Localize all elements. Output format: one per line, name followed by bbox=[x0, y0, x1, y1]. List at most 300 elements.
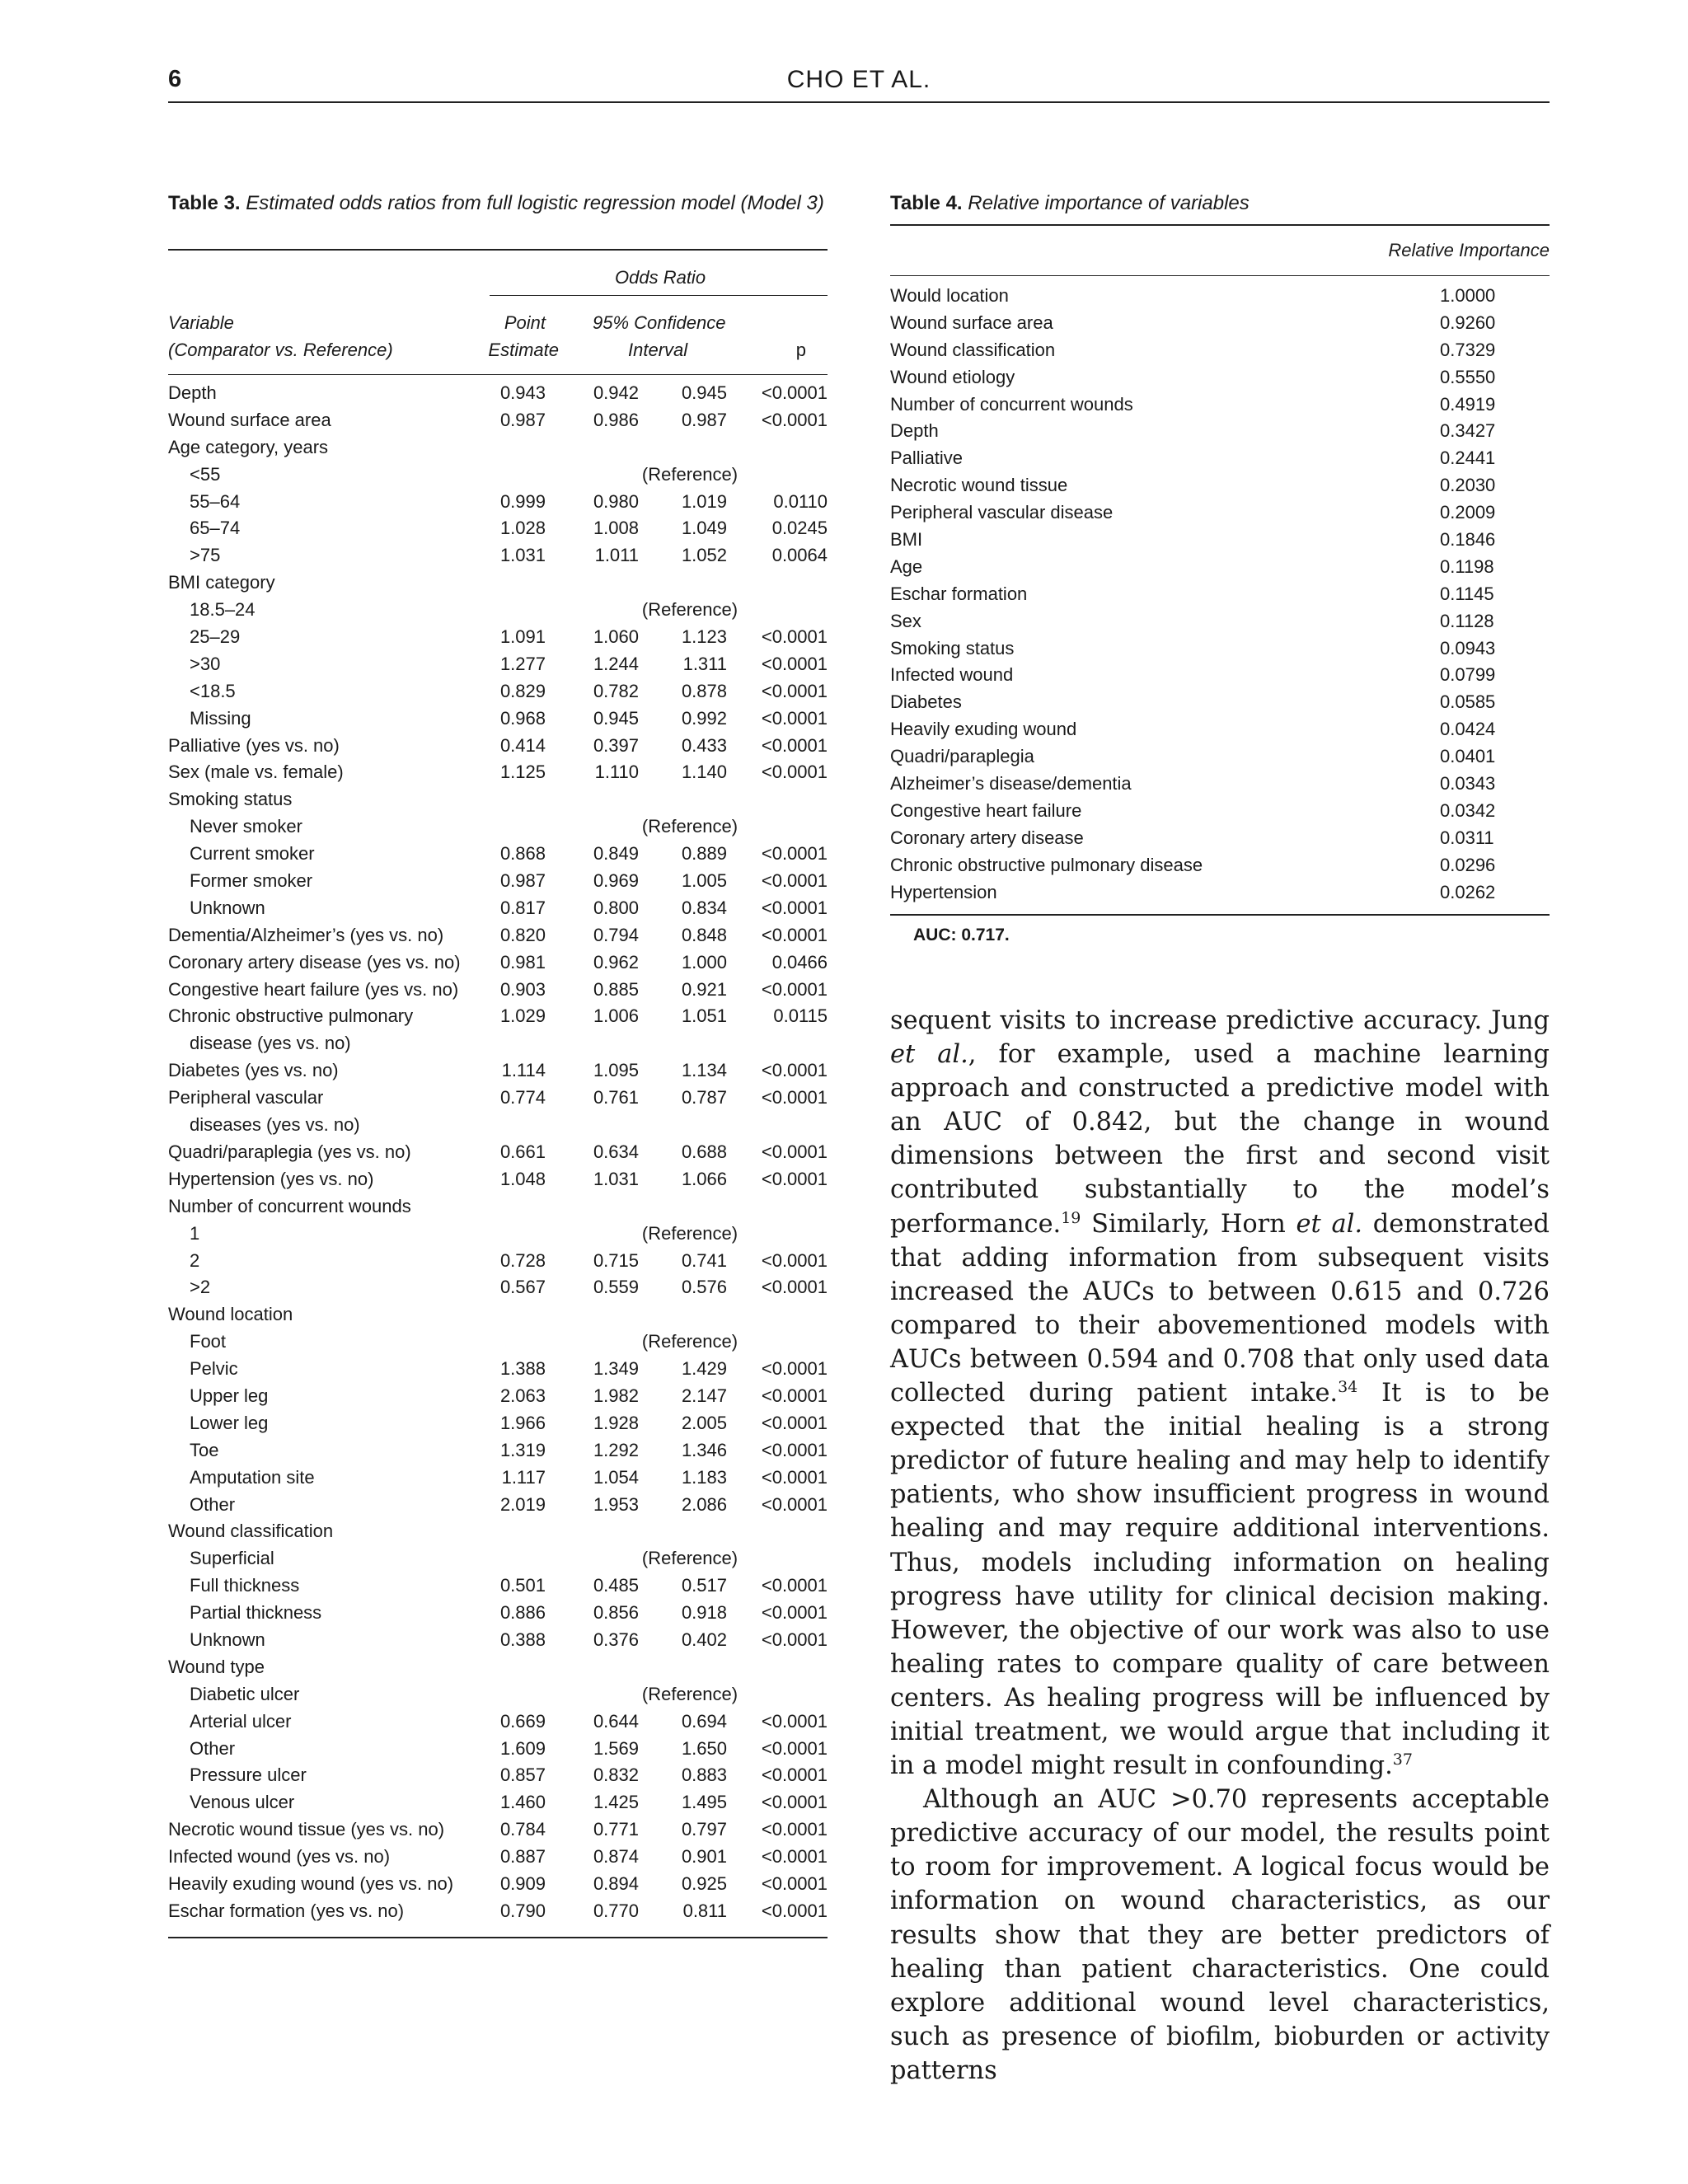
ci-lower-cell: 1.006 bbox=[593, 1005, 639, 1027]
importance-value: 0.0296 bbox=[1440, 854, 1496, 875]
p-value-cell: <0.0001 bbox=[761, 734, 828, 756]
table-3-caption-text: Estimated odds ratios from full logistic regression model (Model 3) bbox=[246, 192, 824, 214]
odds-ratio-rule bbox=[490, 295, 828, 296]
row-label: <18.5 bbox=[190, 680, 236, 701]
ci-upper-cell: 1.134 bbox=[681, 1060, 727, 1081]
p-value-cell: 0.0110 bbox=[773, 490, 828, 512]
point-estimate-cell: 0.987 bbox=[499, 870, 546, 892]
reference-cell: (Reference) bbox=[641, 1331, 738, 1352]
table-row bbox=[890, 662, 1550, 689]
point-estimate-cell: 1.609 bbox=[499, 1737, 546, 1759]
ci-lower-cell: 1.110 bbox=[594, 762, 639, 783]
ci-upper-cell: 0.945 bbox=[681, 382, 727, 403]
row-label: 18.5–24 bbox=[190, 599, 256, 621]
importance-value: 0.0343 bbox=[1440, 773, 1496, 794]
point-estimate-cell: 0.943 bbox=[499, 382, 546, 403]
ci-lower-cell: 1.425 bbox=[593, 1792, 639, 1813]
row-label: Necrotic wound tissue bbox=[890, 475, 1068, 496]
table-4-body bbox=[890, 276, 1550, 914]
row-label: Palliative bbox=[890, 448, 964, 469]
importance-value: 0.1145 bbox=[1440, 583, 1494, 604]
row-label: Alzheimer’s disease/dementia bbox=[890, 773, 1132, 794]
ci-upper-cell: 0.925 bbox=[681, 1872, 727, 1894]
ci-lower-cell: 1.031 bbox=[593, 1168, 639, 1189]
italic-run: et al. bbox=[1296, 1209, 1363, 1239]
table-row bbox=[168, 1844, 828, 1871]
table-row bbox=[168, 705, 828, 733]
point-estimate-cell: 0.567 bbox=[499, 1277, 546, 1298]
point-header: Point bbox=[504, 312, 546, 333]
row-label: >75 bbox=[190, 545, 221, 566]
row-label: 25–29 bbox=[190, 626, 241, 648]
table-row bbox=[168, 895, 828, 922]
table-row bbox=[168, 1139, 828, 1166]
ci-upper-cell: 0.883 bbox=[681, 1765, 727, 1786]
importance-value: 0.1198 bbox=[1440, 555, 1494, 577]
table-row bbox=[168, 759, 828, 786]
row-label: Venous ulcer bbox=[190, 1792, 295, 1813]
table-row bbox=[168, 651, 828, 678]
table-row bbox=[890, 499, 1550, 527]
table-row bbox=[168, 1627, 828, 1654]
row-label: 65–74 bbox=[190, 518, 241, 539]
importance-value: 0.0424 bbox=[1440, 719, 1496, 740]
point-estimate-cell: 0.414 bbox=[499, 734, 546, 756]
row-label: Other bbox=[190, 1737, 236, 1759]
row-label: Pressure ulcer bbox=[190, 1765, 307, 1786]
ci-upper-cell: 2.086 bbox=[681, 1493, 727, 1515]
point-estimate-cell: 0.820 bbox=[499, 924, 546, 945]
importance-value: 0.0262 bbox=[1440, 881, 1496, 902]
p-value-cell: <0.0001 bbox=[761, 1737, 828, 1759]
table-row bbox=[168, 1816, 828, 1844]
table-4-footnote: AUC: 0.717. bbox=[913, 926, 1010, 945]
row-label: Sex bbox=[890, 610, 921, 631]
table-row bbox=[168, 1654, 828, 1681]
row-label: Heavily exuding wound bbox=[890, 719, 1077, 740]
table-row bbox=[168, 1518, 828, 1545]
table-row bbox=[168, 977, 828, 1004]
row-label: Smoking status bbox=[890, 637, 1015, 658]
ci-upper-cell: 0.921 bbox=[681, 978, 727, 1000]
ci-upper-cell: 0.992 bbox=[681, 707, 727, 729]
table-row bbox=[890, 391, 1550, 419]
row-label: Hypertension bbox=[890, 881, 997, 902]
point-estimate-cell: 0.887 bbox=[499, 1846, 546, 1868]
importance-value: 1.0000 bbox=[1440, 285, 1496, 306]
p-value-cell: <0.0001 bbox=[761, 1819, 828, 1840]
table-row bbox=[890, 445, 1550, 472]
table-row bbox=[890, 337, 1550, 364]
table-row bbox=[168, 1057, 828, 1085]
p-value-cell: <0.0001 bbox=[761, 1358, 828, 1380]
row-label: Quadri/paraplegia (yes vs. no) bbox=[168, 1141, 411, 1162]
ci-lower-cell: 1.054 bbox=[593, 1466, 639, 1488]
p-value-cell: <0.0001 bbox=[761, 978, 828, 1000]
ci-lower-cell: 0.980 bbox=[593, 490, 639, 512]
table-row bbox=[168, 1465, 828, 1492]
importance-value: 0.5550 bbox=[1440, 366, 1496, 387]
p-value-cell: <0.0001 bbox=[761, 1602, 828, 1624]
ci-upper-cell: 1.140 bbox=[681, 762, 727, 783]
row-label: Wound location bbox=[168, 1304, 293, 1325]
ci-lower-cell: 1.953 bbox=[593, 1493, 639, 1515]
row-label: Wound type bbox=[168, 1656, 265, 1677]
ci-lower-cell: 0.715 bbox=[593, 1249, 639, 1271]
point-estimate-cell: 1.388 bbox=[499, 1358, 546, 1380]
row-label: Depth bbox=[168, 382, 217, 403]
importance-value: 0.1846 bbox=[1440, 529, 1496, 551]
ci-upper-cell: 1.650 bbox=[681, 1737, 727, 1759]
ci-lower-cell: 0.945 bbox=[593, 707, 639, 729]
table-row bbox=[168, 1437, 828, 1465]
row-label: Infected wound bbox=[890, 664, 1014, 686]
row-label: Full thickness bbox=[190, 1575, 300, 1596]
table-row bbox=[168, 597, 828, 624]
page-header bbox=[168, 66, 1550, 104]
table-4-caption bbox=[890, 190, 1550, 224]
table-row bbox=[168, 1410, 828, 1437]
point-estimate-cell: 0.868 bbox=[499, 843, 546, 865]
ci-upper-cell: 0.517 bbox=[681, 1575, 727, 1596]
point-estimate-cell: 1.029 bbox=[499, 1005, 546, 1027]
row-label: Arterial ulcer bbox=[190, 1710, 292, 1732]
ci-upper-cell: 1.005 bbox=[681, 870, 727, 892]
importance-value: 0.0311 bbox=[1440, 827, 1494, 848]
row-label: Peripheral vascular bbox=[168, 1087, 324, 1108]
ci-lower-cell: 0.761 bbox=[593, 1087, 639, 1108]
row-label: Heavily exuding wound (yes vs. no) bbox=[168, 1872, 454, 1894]
ci-upper-cell: 0.889 bbox=[681, 843, 727, 865]
table-row bbox=[890, 364, 1550, 391]
table-row bbox=[890, 798, 1550, 825]
row-label: Never smoker bbox=[190, 816, 302, 837]
importance-value: 0.2030 bbox=[1440, 475, 1496, 496]
ci-upper-cell: 2.005 bbox=[681, 1412, 727, 1433]
point-estimate-cell: 0.661 bbox=[499, 1141, 546, 1162]
table-row bbox=[168, 542, 828, 569]
point-estimate-cell: 0.388 bbox=[499, 1629, 546, 1650]
point-estimate-cell: 1.117 bbox=[501, 1466, 546, 1488]
ci-lower-cell: 1.244 bbox=[593, 653, 639, 674]
table-row bbox=[890, 879, 1550, 907]
ci-lower-cell: 0.794 bbox=[593, 924, 639, 945]
table-row bbox=[890, 635, 1550, 663]
table-3-caption-label: Table 3. bbox=[168, 192, 241, 214]
table-row bbox=[168, 407, 828, 434]
point-estimate-cell: 0.968 bbox=[499, 707, 546, 729]
p-value-cell: <0.0001 bbox=[761, 1493, 828, 1515]
ci-upper-cell: 0.797 bbox=[681, 1819, 727, 1840]
citation-superscript: 37 bbox=[1392, 1750, 1413, 1769]
table-4-caption-label: Table 4. bbox=[890, 192, 963, 214]
point-estimate-cell: 1.966 bbox=[499, 1412, 546, 1433]
table-row bbox=[168, 569, 828, 597]
point-estimate-cell: 2.019 bbox=[499, 1493, 546, 1515]
reference-cell: (Reference) bbox=[641, 463, 738, 485]
ci-upper-cell: 1.066 bbox=[681, 1168, 727, 1189]
p-value-cell: 0.0115 bbox=[773, 1005, 828, 1027]
ci-upper-cell: 2.147 bbox=[681, 1385, 727, 1406]
p-value-cell: 0.0466 bbox=[771, 951, 828, 972]
table-row bbox=[168, 1166, 828, 1193]
table-row bbox=[890, 527, 1550, 554]
ci-upper-cell: 0.834 bbox=[681, 897, 727, 918]
table-row bbox=[168, 841, 828, 868]
ci-lower-cell: 0.856 bbox=[593, 1602, 639, 1624]
ci-upper-cell: 0.402 bbox=[681, 1629, 727, 1650]
point-estimate-cell: 0.987 bbox=[499, 409, 546, 430]
row-label: Dementia/Alzheimer’s (yes vs. no) bbox=[168, 924, 444, 945]
p-value-cell: <0.0001 bbox=[761, 1575, 828, 1596]
point-estimate-cell: 0.728 bbox=[499, 1249, 546, 1271]
p-value-cell: <0.0001 bbox=[761, 1439, 828, 1460]
text-run: , for example, used a machine learning approach and constructed a predictive model with an AUC of 0.842, but the change in wound dimensions between the first and second visit contributed substantially to the model’s performance. bbox=[890, 1040, 1550, 1239]
row-label: Number of concurrent wounds bbox=[890, 393, 1133, 415]
table-row bbox=[168, 1871, 828, 1898]
importance-value: 0.0585 bbox=[1440, 691, 1496, 713]
row-label: Age bbox=[890, 555, 923, 577]
ci-upper-cell: 0.741 bbox=[681, 1249, 727, 1271]
p-value-cell: <0.0001 bbox=[761, 680, 828, 701]
text-run: Similarly, Horn bbox=[1081, 1209, 1296, 1239]
row-label: Wound etiology bbox=[890, 366, 1015, 387]
table-row bbox=[168, 1762, 828, 1789]
variable-header: Variable bbox=[168, 312, 234, 333]
p-value-cell: <0.0001 bbox=[761, 1249, 828, 1271]
p-value-cell: <0.0001 bbox=[761, 1872, 828, 1894]
table-row bbox=[168, 678, 828, 705]
table-row bbox=[168, 1736, 828, 1763]
table-row bbox=[168, 1274, 828, 1301]
row-label: Partial thickness bbox=[190, 1602, 322, 1624]
running-head: CHO ET AL. bbox=[786, 66, 931, 93]
point-estimate-cell: 0.999 bbox=[499, 490, 546, 512]
row-label: Congestive heart failure bbox=[890, 799, 1082, 821]
point-estimate-cell: 1.125 bbox=[499, 762, 546, 783]
ci-upper-cell: 1.051 bbox=[681, 1005, 727, 1027]
ci-lower-cell: 0.559 bbox=[593, 1277, 639, 1298]
ci-header: 95% Confidence bbox=[593, 312, 726, 333]
ci-lower-cell: 1.060 bbox=[593, 626, 639, 648]
table-4 bbox=[890, 190, 1550, 945]
row-label: Other bbox=[190, 1493, 236, 1515]
row-label: Lower leg bbox=[190, 1412, 269, 1433]
point-estimate-cell: 0.886 bbox=[499, 1602, 546, 1624]
importance-value: 0.0799 bbox=[1440, 664, 1496, 686]
table-row bbox=[168, 922, 828, 949]
p-value-cell: <0.0001 bbox=[761, 1168, 828, 1189]
reference-cell: (Reference) bbox=[641, 816, 738, 837]
row-label: Upper leg bbox=[190, 1385, 269, 1406]
reference-cell: (Reference) bbox=[641, 1548, 738, 1569]
ci-lower-cell: 0.986 bbox=[593, 409, 639, 430]
table-4-header bbox=[890, 226, 1550, 275]
table-row bbox=[890, 418, 1550, 445]
ci-lower-cell: 0.376 bbox=[593, 1629, 639, 1650]
table-row bbox=[890, 283, 1550, 310]
row-label: 1 bbox=[190, 1222, 200, 1244]
row-label: 55–64 bbox=[190, 490, 241, 512]
p-value-cell: 0.0245 bbox=[771, 518, 828, 539]
page-number: 6 bbox=[168, 66, 182, 92]
table-row bbox=[168, 434, 828, 462]
row-label: BMI category bbox=[168, 572, 275, 593]
importance-value: 0.4919 bbox=[1440, 393, 1496, 415]
row-label: Age category, years bbox=[168, 436, 329, 457]
table-row bbox=[890, 554, 1550, 581]
row-label: Toe bbox=[190, 1439, 219, 1460]
table-row bbox=[168, 733, 828, 760]
point-estimate-cell: 2.063 bbox=[499, 1385, 546, 1406]
row-label: Foot bbox=[190, 1331, 227, 1352]
ci-lower-cell: 0.849 bbox=[593, 843, 639, 865]
ci-lower-cell: 0.397 bbox=[593, 734, 639, 756]
table-row bbox=[168, 489, 828, 516]
p-value-cell: <0.0001 bbox=[761, 1765, 828, 1786]
reference-cell: (Reference) bbox=[641, 599, 738, 621]
point-estimate-cell: 0.817 bbox=[499, 897, 546, 918]
ci-upper-cell: 1.000 bbox=[681, 951, 727, 972]
row-label: Pelvic bbox=[190, 1358, 238, 1380]
row-label: Depth bbox=[890, 420, 939, 442]
p-value-cell: <0.0001 bbox=[761, 1792, 828, 1813]
p-header: p bbox=[795, 340, 806, 360]
p-value-cell: 0.0064 bbox=[771, 545, 828, 566]
ci-lower-cell: 0.894 bbox=[593, 1872, 639, 1894]
p-value-cell: <0.0001 bbox=[761, 1846, 828, 1868]
ci-upper-cell: 0.811 bbox=[682, 1900, 727, 1921]
table-row bbox=[890, 581, 1550, 608]
p-value-cell: <0.0001 bbox=[761, 843, 828, 865]
ci-lower-cell: 0.969 bbox=[593, 870, 639, 892]
p-value-cell: <0.0001 bbox=[761, 870, 828, 892]
row-label: BMI bbox=[890, 529, 923, 551]
italic-run: et al. bbox=[890, 1040, 968, 1070]
table-row bbox=[168, 1356, 828, 1383]
row-label: diseases (yes vs. no) bbox=[190, 1114, 360, 1136]
ci-lower-cell: 0.782 bbox=[593, 680, 639, 701]
point-estimate-cell: 1.028 bbox=[499, 518, 546, 539]
ci-lower-cell: 1.095 bbox=[593, 1060, 639, 1081]
point-estimate-cell: 0.774 bbox=[499, 1087, 546, 1108]
row-label: Former smoker bbox=[190, 870, 313, 892]
text-run: It is to be expected that the initial healing is a strong predictor of future healing and may help to identify patients, who show insufficient progress in wound healing and may require additional interventions. Thus, models including information on healing progress have utility for clinical decision making. However, the objective of our work was also to use healing rates to compare quality of care between centers. As healing progress will be influenced by initial treatment, we would argue that including it in a model might result in confounding. bbox=[890, 1379, 1550, 1781]
row-label: Eschar formation (yes vs. no) bbox=[168, 1900, 405, 1921]
importance-value: 0.0943 bbox=[1440, 637, 1496, 658]
ci-upper-cell: 0.694 bbox=[681, 1710, 727, 1732]
row-label: Diabetes (yes vs. no) bbox=[168, 1060, 339, 1081]
paragraph-1 bbox=[890, 1004, 1550, 1783]
ci-upper-cell: 0.787 bbox=[681, 1087, 727, 1108]
table-row bbox=[168, 380, 828, 407]
row-label: Wound classification bbox=[890, 339, 1056, 360]
ci-lower-cell: 0.644 bbox=[593, 1710, 639, 1732]
point-estimate-cell: 1.031 bbox=[499, 545, 546, 566]
table-row bbox=[168, 1030, 828, 1057]
table-row bbox=[168, 1681, 828, 1708]
row-label: Wound classification bbox=[168, 1521, 334, 1542]
reference-cell: (Reference) bbox=[641, 1683, 738, 1704]
paragraph-2: Although an AUC >0.70 represents acceptable predictive accuracy of our model, the results point to room for improvement. A logical focus would be information on wound characteristics, as our results show that they are better predictors of healing than patient characteristics. One could explore additional wound level characteristics, such as presence of biofilm, bioburden or activity patterns bbox=[890, 1785, 1550, 2085]
table-row bbox=[168, 1112, 828, 1139]
ci-upper-cell: 0.433 bbox=[681, 734, 727, 756]
table-row bbox=[168, 1193, 828, 1221]
ci-lower-cell: 0.800 bbox=[593, 897, 639, 918]
row-label: Wound surface area bbox=[890, 312, 1053, 333]
ci-upper-cell: 1.429 bbox=[681, 1358, 727, 1380]
table-row bbox=[168, 1600, 828, 1627]
importance-value: 0.3427 bbox=[1440, 420, 1496, 442]
table-row bbox=[168, 515, 828, 542]
ci-lower-cell: 1.349 bbox=[593, 1358, 639, 1380]
row-label: disease (yes vs. no) bbox=[190, 1033, 351, 1054]
table-3-body bbox=[168, 375, 828, 1937]
point-estimate-cell: 1.048 bbox=[499, 1168, 546, 1189]
p-value-cell: <0.0001 bbox=[761, 1466, 828, 1488]
table-row bbox=[168, 1898, 828, 1925]
ci-lower-cell: 0.942 bbox=[593, 382, 639, 403]
table-row bbox=[168, 462, 828, 489]
citation-superscript: 19 bbox=[1061, 1208, 1081, 1227]
ci-lower-cell: 0.874 bbox=[593, 1846, 639, 1868]
table-row bbox=[890, 771, 1550, 798]
body-text bbox=[890, 1004, 1550, 2088]
table-row bbox=[168, 786, 828, 813]
ci-lower-cell: 1.008 bbox=[593, 518, 639, 539]
p-value-cell: <0.0001 bbox=[761, 626, 828, 648]
table-row bbox=[168, 1221, 828, 1248]
ci-lower-cell: 1.569 bbox=[593, 1737, 639, 1759]
table-row bbox=[890, 825, 1550, 852]
ci-lower-cell: 0.832 bbox=[593, 1765, 639, 1786]
point-estimate-cell: 0.784 bbox=[499, 1819, 546, 1840]
row-label: Number of concurrent wounds bbox=[168, 1195, 411, 1216]
reference-cell: (Reference) bbox=[641, 1222, 738, 1244]
p-value-cell: <0.0001 bbox=[761, 653, 828, 674]
row-label: Unknown bbox=[190, 1629, 265, 1650]
p-value-cell: <0.0001 bbox=[761, 1629, 828, 1650]
point-estimate-cell: 0.829 bbox=[499, 680, 546, 701]
ci-lower-cell: 1.982 bbox=[593, 1385, 639, 1406]
importance-value: 0.9260 bbox=[1440, 312, 1496, 333]
table-4-caption-text: Relative importance of variables bbox=[968, 192, 1250, 214]
table-row bbox=[890, 852, 1550, 879]
table-row bbox=[890, 716, 1550, 743]
p-value-cell: <0.0001 bbox=[761, 1900, 828, 1921]
p-value-cell: <0.0001 bbox=[761, 1141, 828, 1162]
point-estimate-cell: 1.114 bbox=[501, 1060, 546, 1081]
table-row bbox=[168, 868, 828, 895]
row-label: Congestive heart failure (yes vs. no) bbox=[168, 978, 459, 1000]
point-estimate-cell: 0.501 bbox=[499, 1575, 546, 1596]
p-value-cell: <0.0001 bbox=[761, 1060, 828, 1081]
p-value-cell: <0.0001 bbox=[761, 382, 828, 403]
table-row bbox=[168, 1248, 828, 1275]
ci-upper-cell: 0.878 bbox=[681, 680, 727, 701]
point-estimate-cell: 0.857 bbox=[499, 1765, 546, 1786]
ci-upper-cell: 0.848 bbox=[681, 924, 727, 945]
row-label: Chronic obstructive pulmonary disease bbox=[890, 854, 1203, 875]
ci-lower-cell: 0.634 bbox=[593, 1141, 639, 1162]
p-value-cell: <0.0001 bbox=[761, 1385, 828, 1406]
importance-value: 0.0342 bbox=[1440, 799, 1496, 821]
p-value-cell: <0.0001 bbox=[761, 1710, 828, 1732]
p-value-cell: <0.0001 bbox=[761, 1277, 828, 1298]
row-label: Peripheral vascular disease bbox=[890, 502, 1114, 523]
point-estimate-cell: 0.790 bbox=[499, 1900, 546, 1921]
ci-lower-cell: 0.485 bbox=[593, 1575, 639, 1596]
